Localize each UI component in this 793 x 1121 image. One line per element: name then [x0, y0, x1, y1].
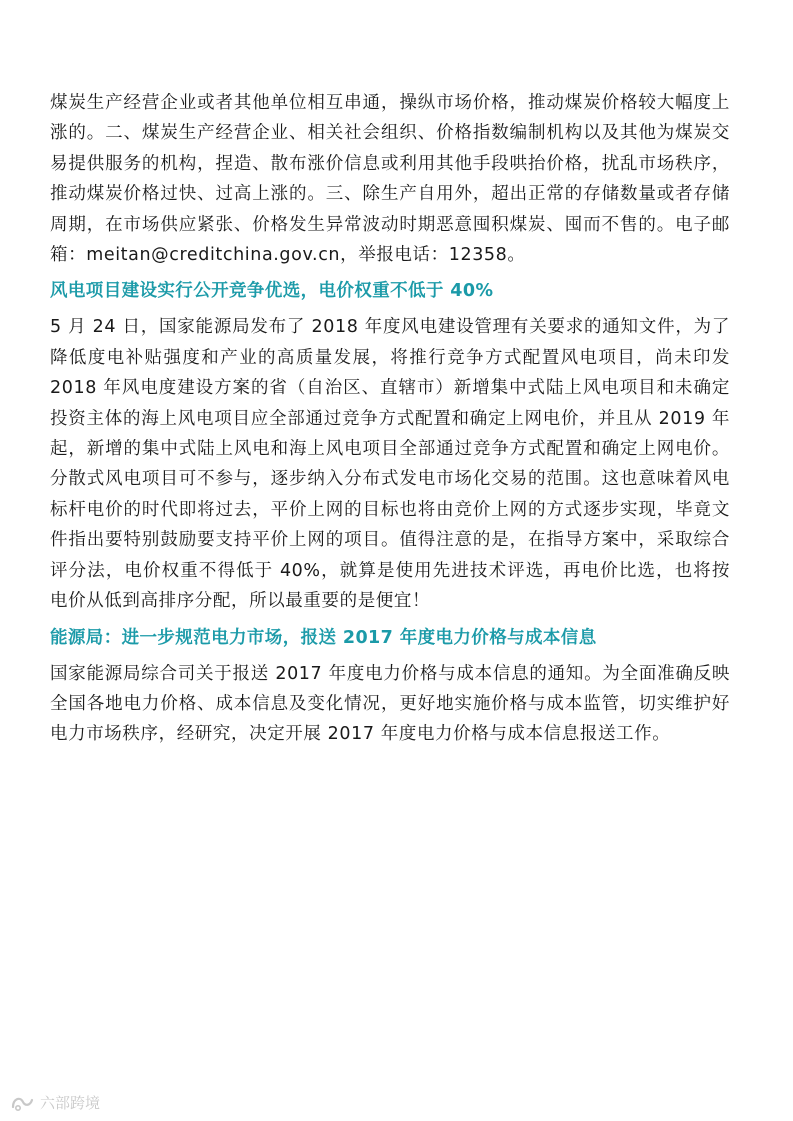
paragraph-electricity-cost: 国家能源局综合司关于报送 2017 年度电力价格与成本信息的通知。为全面准确反映全国各地电力价格、成本信息及变化情况，更好地实施价格与成本监管，切实维护好电力市场秩序，经研究，决定开展 2017 年度电力价格与成本信息报送工作。	[50, 663, 730, 745]
section-heading-energy-bureau: 能源局：进一步规范电力市场，报送 2017 年度电力价格与成本信息	[50, 627, 597, 648]
paragraph-wind-power: 5 月 24 日，国家能源局发布了 2018 年度风电建设管理有关要求的通知文件，为了降低度电补贴强度和产业的高质量发展，将推行竞争方式配置风电项目，尚未印发 2018 年风电度建设方案的省（自治区、直辖市）新增集中式陆上风电项目和未确定投资主体的海上风电项目应全部通过竞争方式配置和确定上网电价，并且从 2019 年起，新增的集中式陆上风电和海上风电项目全部通过竞争方式配置和确定上网电价。分散式风电项目可不参与，逐步纳入分布式发电市场化交易的范围。这也意味着风电标杆电价的时代即将过去，平价上网的目标也将由竞价上网的方式逐步实现，毕竟文件指出要特别鼓励要支持平价上网的项目。值得注意的是，在指导方案中，采取综合评分法，电价权重不得低于 40%，就算是使用先进技术评选，再电价比选，也将按电价从低到高排序分配，所以最重要的是便宜！	[50, 317, 730, 612]
section-heading-wind-power: 风电项目建设实行公开竞争优选，电价权重不低于 40%	[50, 281, 494, 302]
document-body	[50, 88, 730, 750]
watermark	[10, 1092, 100, 1113]
watermark-text: 六部跨境	[40, 1094, 101, 1112]
logo-icon	[10, 1093, 36, 1113]
paragraph-coal-price: 煤炭生产经营企业或者其他单位相互串通，操纵市场价格，推动煤炭价格较大幅度上涨的。二、煤炭生产经营企业、相关社会组织、价格指数编制机构以及其他为煤炭交易提供服务的机构，捏造、散布涨价信息或利用其他手段哄抬价格，扰乱市场秩序，推动煤炭价格过快、过高上涨的。三、除生产自用外，超出正常的存储数量或者存储周期，在市场供应紧张、价格发生异常波动时期恶意囤积煤炭、囤而不售的。电子邮箱：meitan@creditchina.gov.cn，举报电话：12358。	[50, 93, 730, 266]
